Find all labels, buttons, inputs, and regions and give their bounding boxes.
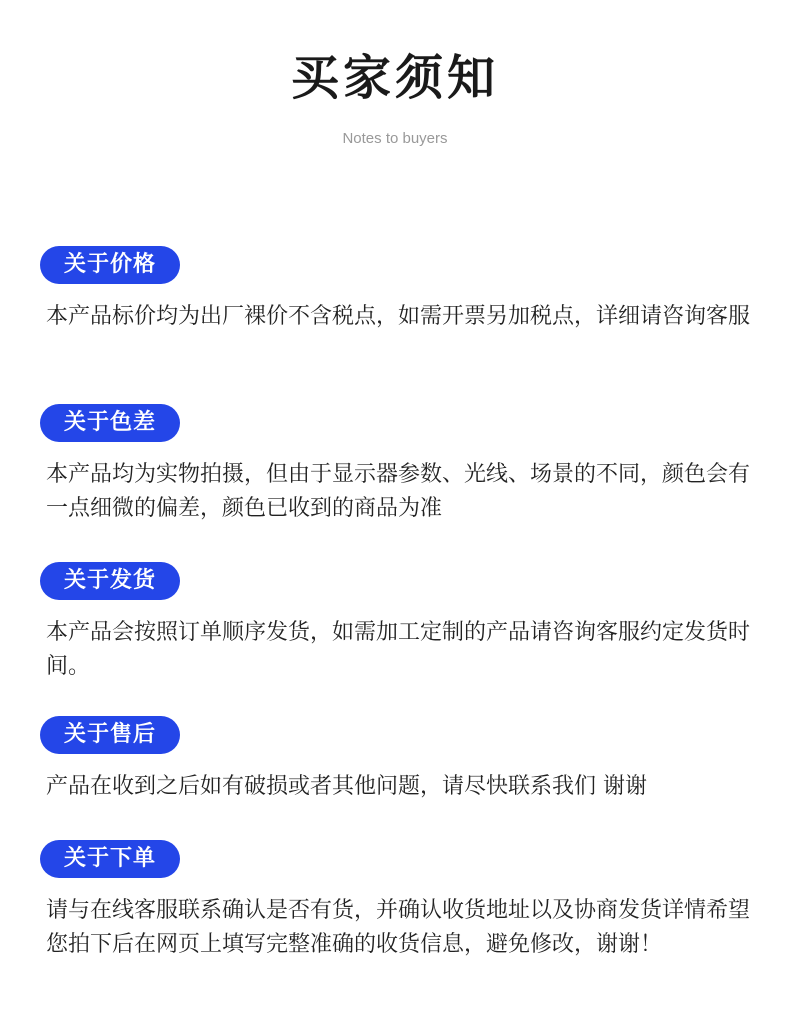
section-after-sales [40,716,755,804]
section-badge-price: 关于价格 [40,246,180,284]
section-badge-color-difference: 关于色差 [40,404,180,442]
section-price [40,246,755,334]
section-text-color-difference: 本产品均为实物拍摄，但由于显示器参数、光线、场景的不同，颜色会有一点细微的偏差，颜色已收到的商品为准 [46,462,751,521]
section-ordering [40,840,755,962]
section-text-ordering: 请与在线客服联系确认是否有货，并确认收货地址以及协商发货详情希望您拍下后在网页上填写完整准确的收货信息，避免修改，谢谢！ [46,898,751,957]
section-badge-after-sales: 关于售后 [40,716,180,754]
section-shipping [40,562,755,684]
section-text-price: 本产品标价均为出厂裸价不含税点，如需开票另加税点，详细请咨询客服 [46,304,751,329]
section-color-difference [40,404,755,526]
page-subtitle: Notes to buyers [342,130,448,147]
section-text-shipping: 本产品会按照订单顺序发货，如需加工定制的产品请咨询客服约定发货时间。 [46,620,751,679]
section-text-after-sales: 产品在收到之后如有破损或者其他问题，请尽快联系我们 谢谢 [46,774,647,799]
section-badge-ordering: 关于下单 [40,840,180,878]
page-title: 买家须知 [290,50,499,106]
section-badge-shipping: 关于发货 [40,562,180,600]
